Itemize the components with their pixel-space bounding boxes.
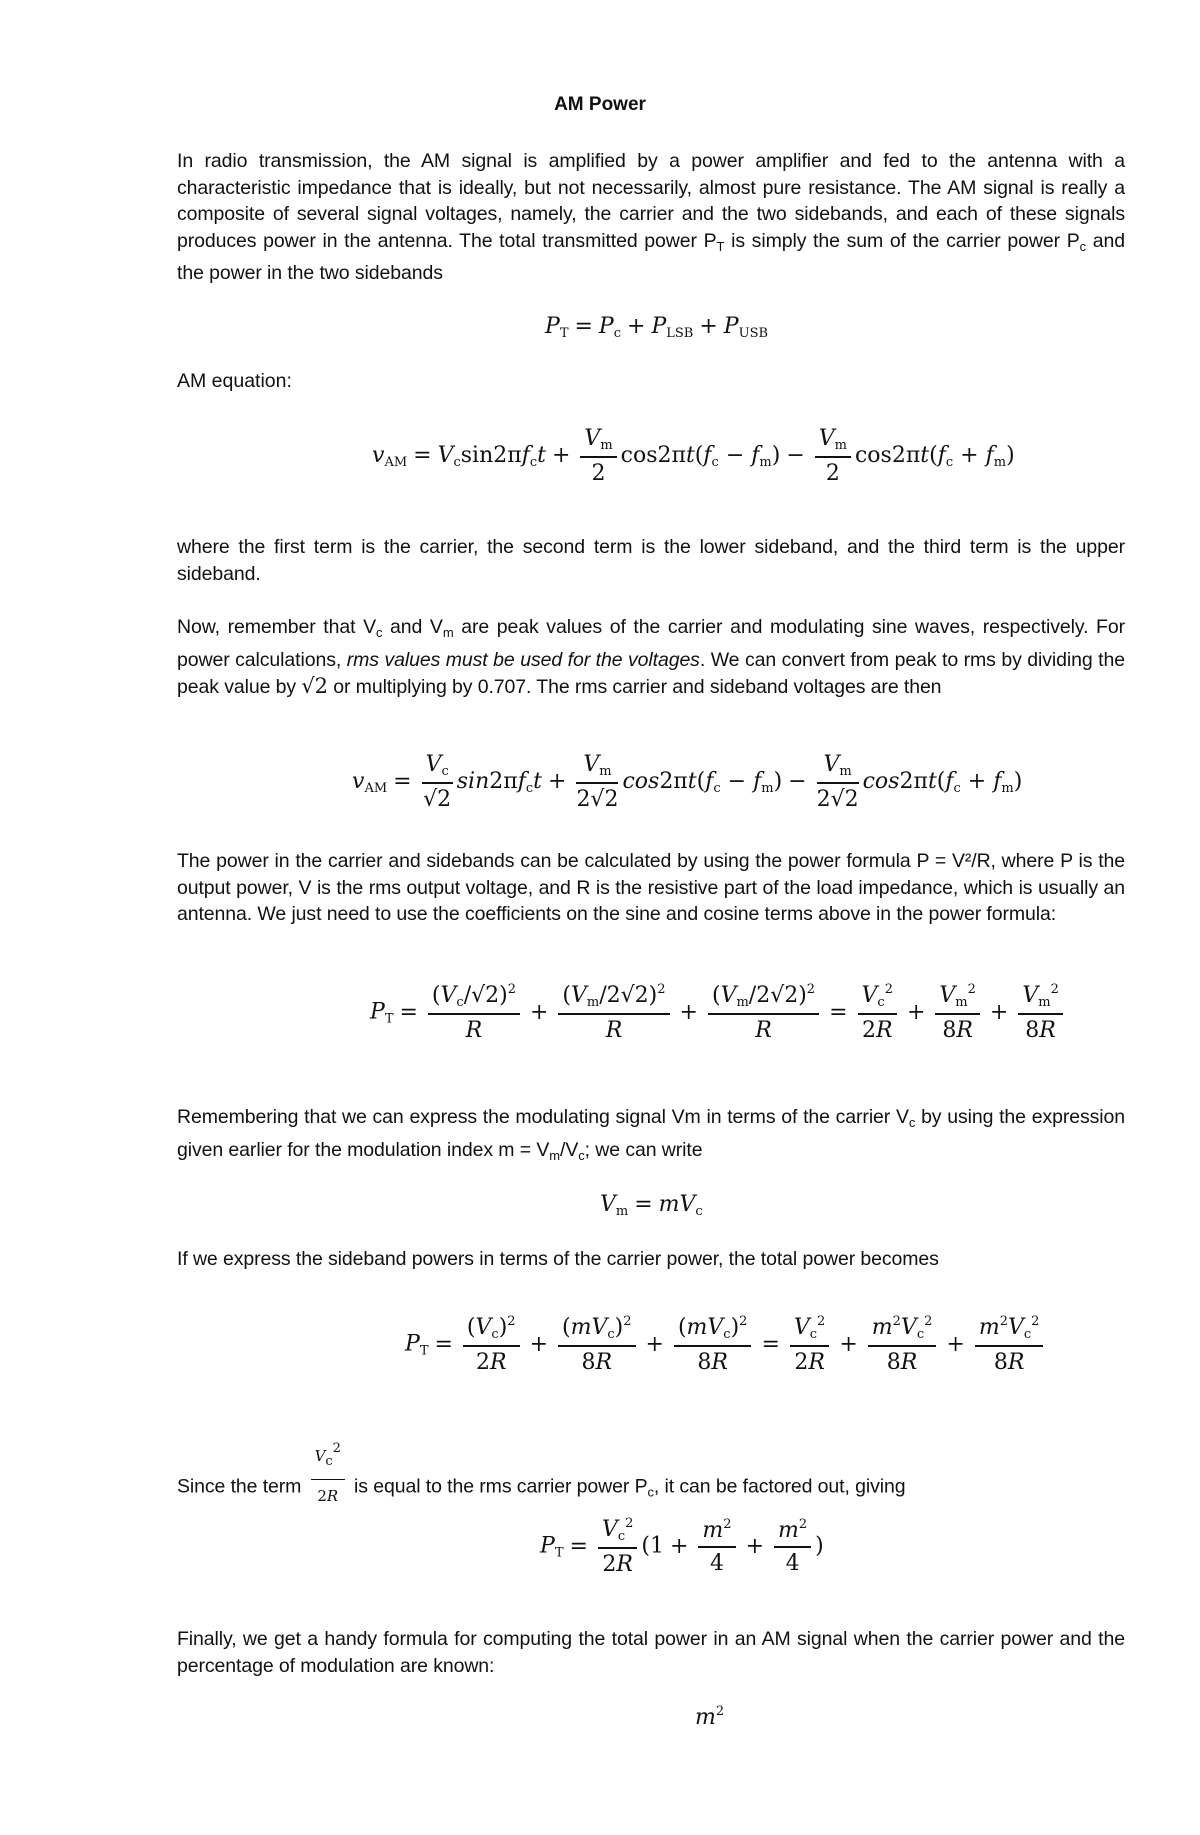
terms-paragraph: where the first term is the carrier, the second term is the lower sideband, and the third term is the upper sideband.: [177, 536, 1125, 585]
intro-paragraph: In radio transmission, the AM signal is amplified by a power amplifier and fed to the antenna with a characteristic impedance that is ideally, but not necessarily, almost pure resistance. The AM signal is really a composite of several signal voltages, namely, the carrier and the two sidebands, and each of these signals produces power in the antenna. The total transmitted power $P_T$ is simply the sum of the carrier power $P_c$ and the power in the two sidebands: [177, 150, 1125, 284]
equation-total-power: $P_T = P_c + P_{LSB} + P_{USB}$: [545, 314, 769, 341]
rms-paragraph: Now, remember that $V_c$ and $V_m$ are peak values of the carrier and modulating sine waves, respectively. For power calculations, rms values must be used for the voltages. We can convert from peak to rms by dividing the peak value by √2 or multiplying by 0.707. The rms carrier and sideband voltages are then: [177, 616, 1125, 698]
am-equation-label: AM equation:: [177, 370, 292, 392]
equation-am-signal: $v_{AM} = V_c\sin 2\pi f_ct$ + $\frac{V_m}{2}$ $\cos 2\pi t(f_c - f_m)$ − $\frac{V_m}{2}$ $\cos 2\pi t(f_c + f_m)$: [372, 426, 1015, 486]
sideband-power-paragraph: If we express the sideband powers in terms of the carrier power, the total power becomes: [177, 1248, 939, 1270]
equation-power-in-m: $P_T$ = $\frac{(V_c)^2}{2R}$ + $\frac{(mV_c)^2}{8R}$ + $\frac{(mV_c)^2}{8R}$ = $\frac{V_c^2}{2R}$ + $\frac{m^2V_c^2}{8R}$ + $\frac{m^2V_c^2}{8R}$: [405, 1314, 1047, 1375]
equation-vm-substitution: $V_m = mV_c$: [600, 1192, 703, 1219]
factoring-paragraph: Since the term $\frac{Vc2}{2R}$ is equal to the rms carrier power $P_c$, it can be factored out, giving: [177, 1436, 1125, 1509]
page-title: AM Power: [554, 94, 646, 115]
equation-factored: $P_T$ = $\frac{V_c^2}{2R}$ (1 + $\frac{m^2}{4}$ + $\frac{m^2}{4}$ ): [540, 1516, 824, 1577]
final-formula-paragraph: Finally, we get a handy formula for computing the total power in an AM signal when the carrier power and the percentage of modulation are known:: [177, 1628, 1125, 1677]
power-formula-paragraph: The power in the carrier and sidebands can be calculated by using the power formula P = V²/R, where P is the output power, V is the rms output voltage, and R is the resistive part of the load impedance, which is usually an antenna. We just need to use the coefficients on the sine and cosine terms above in the power formula:: [177, 850, 1125, 925]
equation-rms-voltages: $v_{AM}$ = $\frac{V_c}{√2}$ $\sin 2\pi f_ct$ + $\frac{V_m}{2√2}$ $\cos 2\pi t(f_c - f_m)$ − $\frac{V_m}{2√2}$ $\cos 2\pi t(f_c + f_m)$: [352, 752, 1023, 812]
equation-final-fragment: $m^2$: [695, 1704, 725, 1730]
modulation-index-paragraph: Remembering that we can express the modulating signal Vm in terms of the carrier $V_c$ by using the expression given earlier for the modulation index $m = V_m/V_c$; we can write: [177, 1106, 1125, 1163]
equation-power-coefficients: $P_T$ = $\frac{(V_c/√2)^2}{R}$ + $\frac{(V_m/2√2)^2}{R}$ + $\frac{(V_m/2√2)^2}{R}$ = $\frac{V_c^2}{2R}$ + $\frac{V_m^2}{8R}$ + $\frac{V_m^2}{8R}$: [370, 982, 1067, 1043]
